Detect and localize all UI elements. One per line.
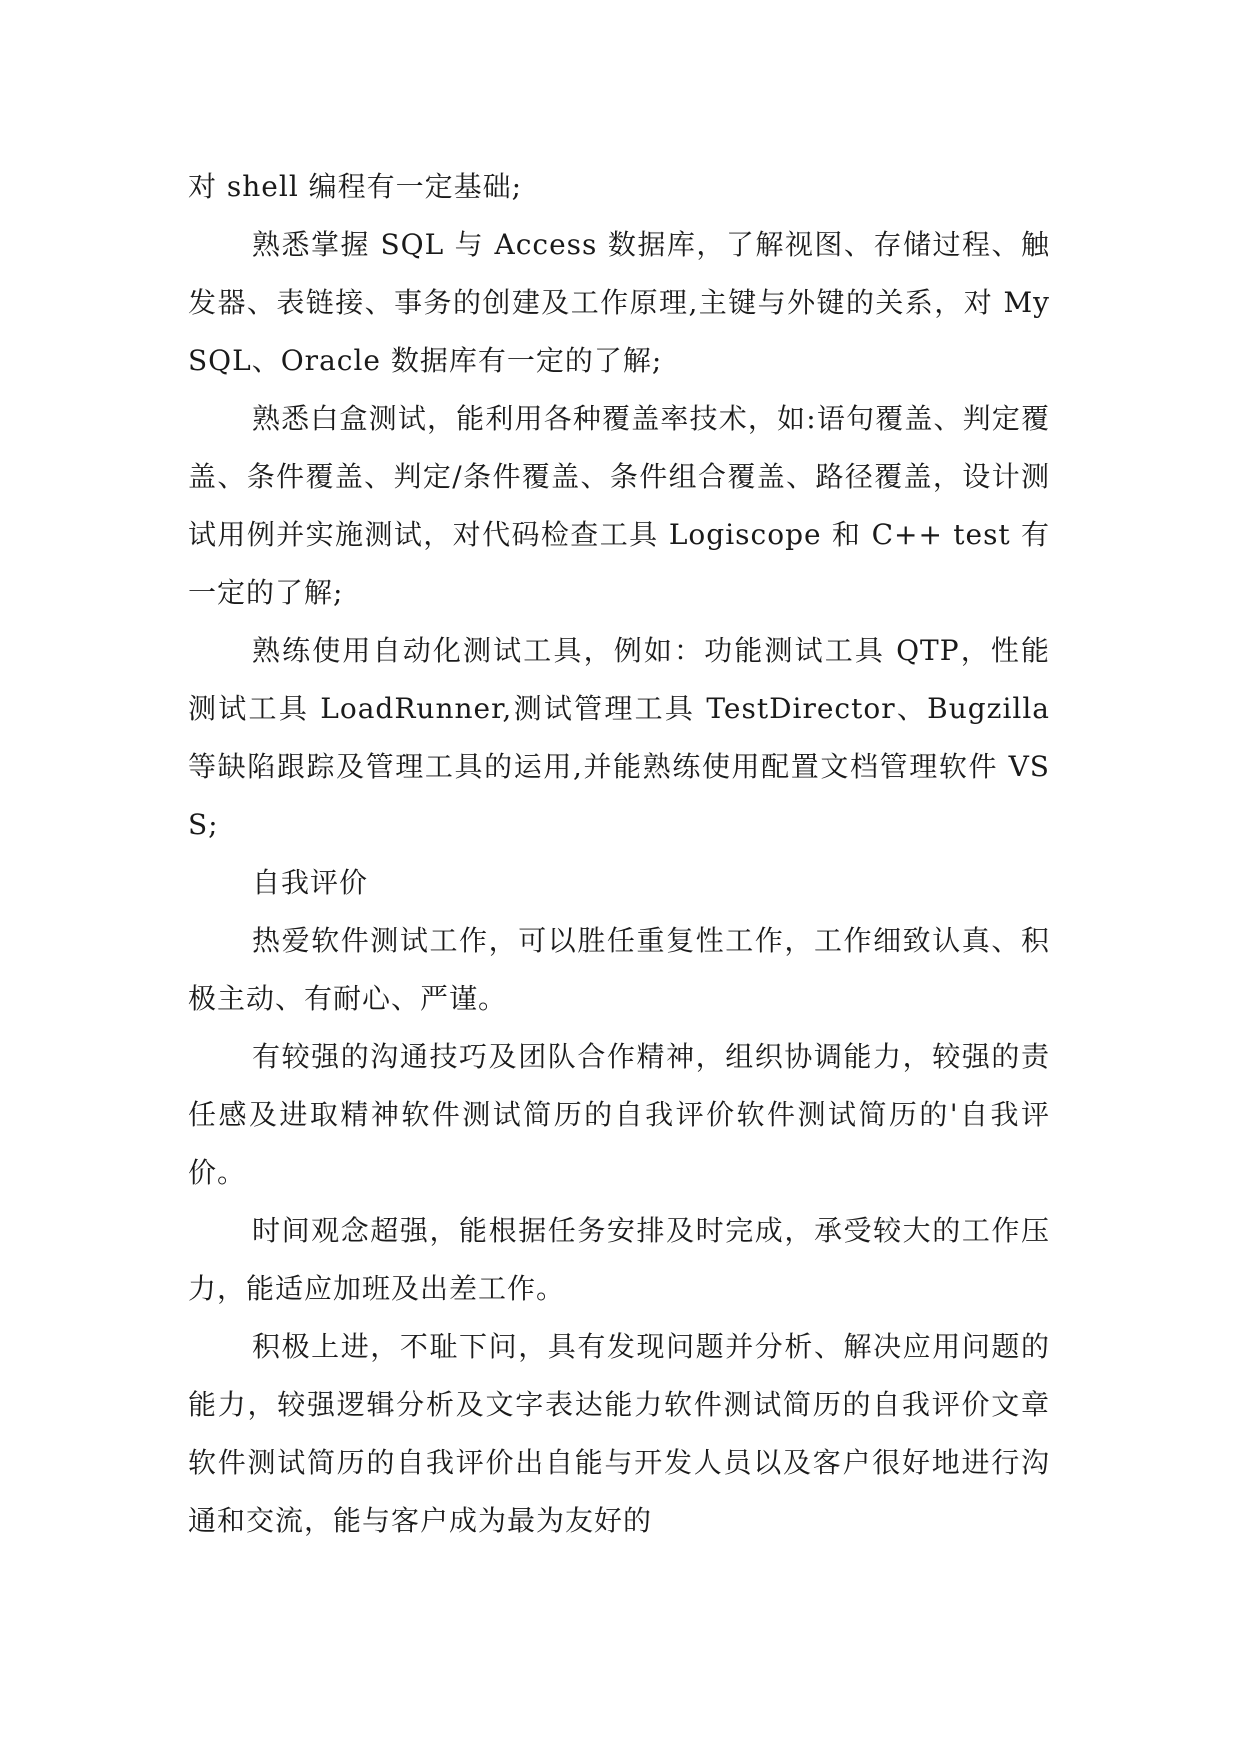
paragraph-whitebox: 熟悉白盒测试，能利用各种覆盖率技术，如:语句覆盖、判定覆盖、条件覆盖、判定/条件覆盖、条件组合覆盖、路径覆盖，设计测试用例并实施测试，对代码检查工具 Logiscope 和 C++ test 有一定的了解; bbox=[188, 402, 1050, 609]
section-heading-self-evaluation: 自我评价 bbox=[252, 866, 369, 899]
document-body bbox=[188, 158, 1050, 1550]
paragraph-sql: 熟悉掌握 SQL 与 Access 数据库，了解视图、存储过程、触发器、表链接、事务的创建及工作原理,主键与外键的关系，对 MySQL、Oracle 数据库有一定的了解; bbox=[188, 228, 1050, 377]
paragraph-automation-tools: 熟练使用自动化测试工具，例如：功能测试工具 QTP，性能测试工具 LoadRunner,测试管理工具 TestDirector、Bugzilla 等缺陷跟踪及管理工具的运用,并能熟练使用配置文档管理软件 VSS; bbox=[188, 634, 1050, 841]
paragraph-communication: 有较强的沟通技巧及团队合作精神，组织协调能力，较强的责任感及进取精神软件测试简历的自我评价软件测试简历的'自我评价。 bbox=[188, 1040, 1050, 1189]
paragraph-shell: 对 shell 编程有一定基础; bbox=[188, 170, 523, 203]
paragraph-time-management: 时间观念超强，能根据任务安排及时完成，承受较大的工作压力，能适应加班及出差工作。 bbox=[188, 1214, 1050, 1305]
paragraph-passion: 热爱软件测试工作，可以胜任重复性工作，工作细致认真、积极主动、有耐心、严谨。 bbox=[188, 924, 1050, 1015]
paragraph-proactive: 积极上进，不耻下问，具有发现问题并分析、解决应用问题的能力，较强逻辑分析及文字表达能力软件测试简历的自我评价文章软件测试简历的自我评价出自能与开发人员以及客户很好地进行沟通和交流，能与客户成为最为友好的 bbox=[188, 1330, 1050, 1537]
